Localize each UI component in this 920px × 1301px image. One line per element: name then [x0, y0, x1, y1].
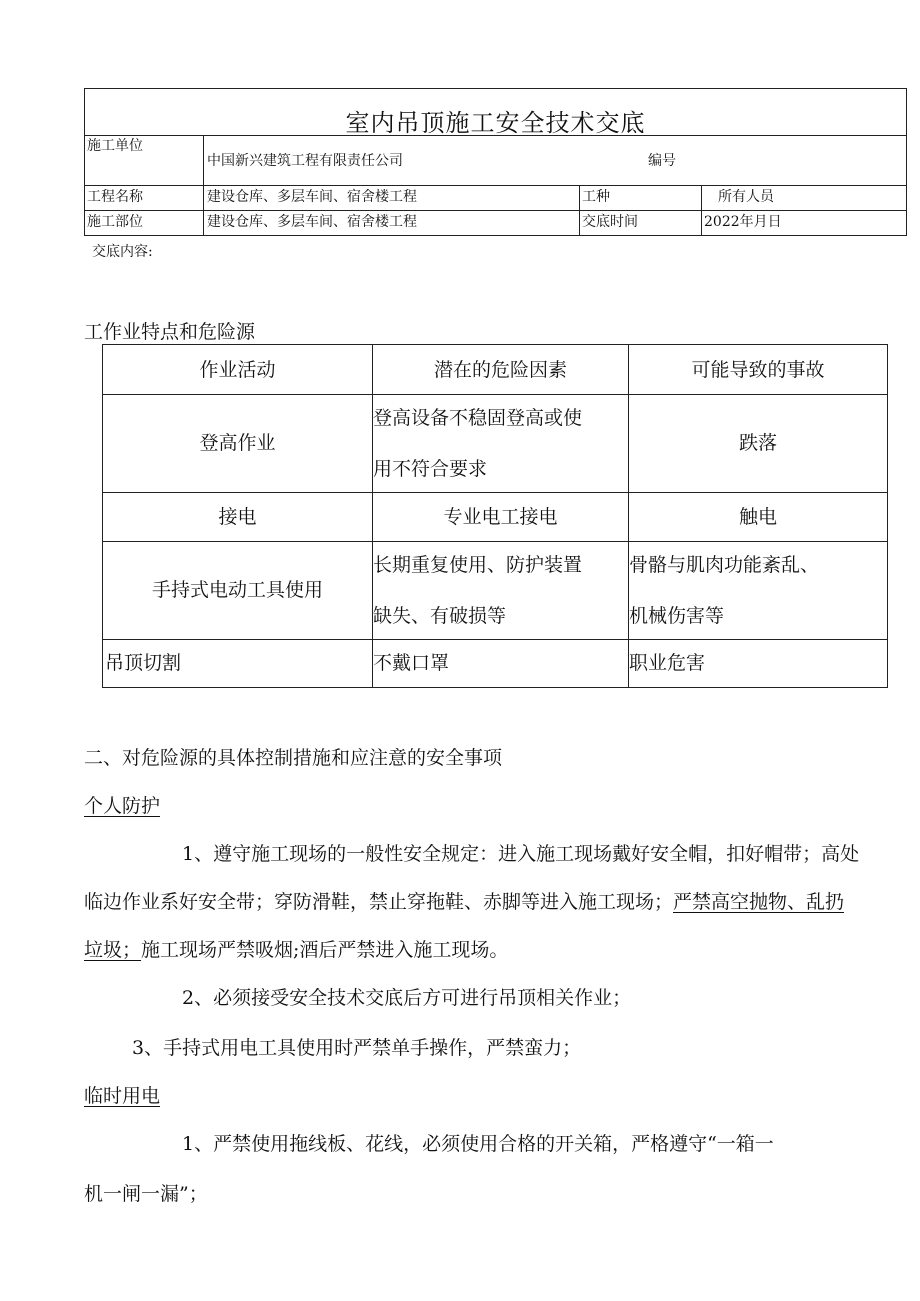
number-label: 编号 [648, 153, 676, 169]
header-divider [85, 210, 906, 211]
personal-item1-line2-text: 临边作业系好安全带；穿防滑鞋，禁止穿拖鞋、赤脚等进入施工现场； [84, 891, 674, 913]
header-divider [701, 185, 702, 236]
header-divider [203, 135, 204, 236]
table-cell-accident: 骨骼与肌肉功能紊乱、 [629, 554, 820, 576]
table-cell-activity: 接电 [218, 506, 257, 528]
personal-item2: 2、必须接受安全技术交底后方可进行吊顶相关作业； [182, 987, 632, 1009]
table-header-accident: 可能导致的事故 [691, 359, 825, 381]
section2-title: 二、对危险源的具体控制措施和应注意的安全事项 [84, 747, 503, 769]
trade-value: 所有人员 [718, 189, 774, 205]
unit-value: 中国新兴建筑工程有限责任公司 [207, 153, 403, 169]
personal-item1-line3-underlined: 垃圾； [84, 939, 142, 961]
table-divider [103, 541, 887, 542]
location-value: 建设仓库、多层车间、宿舍楼工程 [207, 214, 417, 230]
personal-item1-line2 [84, 889, 844, 915]
table-divider [103, 639, 887, 640]
temporary-power-item1-line2: 机一闸一漏”； [84, 1183, 208, 1205]
project-value: 建设仓库、多层车间、宿舍楼工程 [207, 189, 417, 205]
table-cell-hazard: 用不符合要求 [373, 458, 488, 480]
table-cell-activity: 吊顶切割 [105, 652, 182, 674]
document-title: 室内吊顶施工安全技术交底 [345, 109, 646, 137]
personal-item1-line1: 1、遵守施工现场的一般性安全规定：进入施工现场戴好安全帽，扣好帽带；高处 [182, 843, 860, 865]
table-cell-activity: 手持式电动工具使用 [151, 579, 323, 601]
personal-item3: 3、手持式用电工具使用时严禁单手操作，严禁蛮力； [132, 1037, 582, 1059]
table-cell-hazard: 登高设备不稳固登高或使 [373, 407, 583, 429]
header-divider [579, 185, 580, 236]
location-label: 施工部位 [87, 214, 143, 230]
time-label: 交底时间 [582, 214, 638, 230]
unit-label: 施工单位 [87, 138, 143, 154]
table-cell-accident: 跌落 [738, 432, 777, 454]
section1-title: 工作业特点和危险源 [84, 321, 256, 343]
table-cell-activity: 登高作业 [199, 432, 276, 454]
table-header-activity: 作业活动 [199, 359, 276, 381]
table-cell-hazard: 不戴口罩 [373, 652, 450, 674]
table-divider [103, 394, 887, 395]
table-cell-accident: 触电 [738, 506, 777, 528]
table-cell-hazard: 专业电工接电 [443, 506, 558, 528]
header-divider [85, 185, 906, 186]
hazard-table [102, 344, 888, 688]
table-cell-hazard: 缺失、有破损等 [373, 605, 507, 627]
trade-label: 工种 [582, 189, 610, 205]
time-value: 2022年月日 [704, 214, 782, 230]
header-table [84, 88, 907, 236]
content-label: 交底内容: [92, 244, 153, 260]
personal-item1-line3-text: 施工现场严禁吸烟;酒后严禁进入施工现场。 [141, 939, 509, 961]
temporary-power-heading: 临时用电 [84, 1085, 161, 1107]
personal-item1-line3 [84, 937, 508, 963]
project-label: 工程名称 [87, 189, 143, 205]
temporary-power-item1-line1: 1、严禁使用拖线板、花线，必须使用合格的开关箱，严格遵守“一箱一 [182, 1133, 774, 1155]
table-header-hazard: 潜在的危险因素 [433, 359, 567, 381]
table-divider [103, 492, 887, 493]
personal-protection-heading: 个人防护 [84, 795, 161, 817]
header-divider [85, 135, 906, 136]
table-cell-hazard: 长期重复使用、防护装置 [373, 554, 583, 576]
personal-item1-line2-underlined: 严禁高空抛物、乱扔 [673, 891, 845, 913]
table-cell-accident: 机械伤害等 [629, 605, 725, 627]
table-cell-accident: 职业危害 [629, 652, 706, 674]
